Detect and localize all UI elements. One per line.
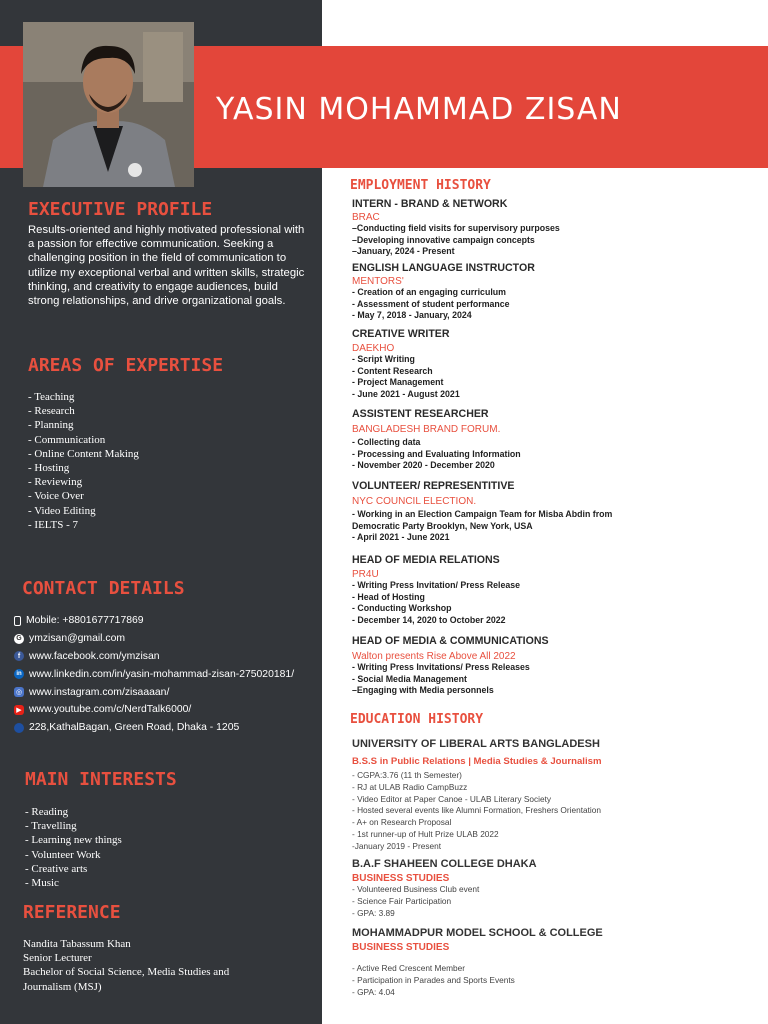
school-degree: BUSINESS STUDIES xyxy=(352,942,450,953)
profile-heading: EXECUTIVE PROFILE xyxy=(28,199,213,220)
job-title: INTERN - BRAND & NETWORK xyxy=(352,198,508,210)
job-detail: - Processing and Evaluating Information xyxy=(352,448,521,459)
job-entry xyxy=(352,198,762,258)
interest-item: - Travelling xyxy=(25,820,77,833)
job-entry xyxy=(352,480,762,544)
job-title: VOLUNTEER/ REPRESENTITIVE xyxy=(352,480,515,492)
email-link[interactable]: ymzisan@gmail.com xyxy=(29,633,126,645)
interest-item: - Learning new things xyxy=(25,834,122,847)
instagram-icon: ◎ xyxy=(15,689,23,697)
contact-linkedin xyxy=(14,665,294,683)
job-entry xyxy=(352,554,762,626)
school-entry xyxy=(352,927,603,998)
expertise-item: - Communication xyxy=(28,433,106,446)
profile-text: Results-oriented and highly motivated professional with a passion for effective communication. Seeking a challenging position in the field of communication to utilize my exceptional verbal and written skills, strategic thinking, and creativity to engage audiences, build strong relationships, and drive organizational goals. xyxy=(28,224,305,308)
expertise-item: - Online Content Making xyxy=(28,447,139,460)
phone-icon xyxy=(14,616,21,626)
job-title: ASSISTENT RESEARCHER xyxy=(352,408,489,420)
reference-block xyxy=(23,937,229,994)
expertise-item: - Research xyxy=(28,405,75,418)
youtube-link[interactable]: www.youtube.com/c/NerdTalk6000/ xyxy=(29,704,192,716)
contact-heading: CONTACT DETAILS xyxy=(22,578,185,599)
contact-list xyxy=(14,612,294,737)
job-details xyxy=(352,509,762,544)
job-entry xyxy=(352,635,762,697)
interests-list xyxy=(25,805,122,890)
contact-youtube xyxy=(14,701,294,719)
job-details xyxy=(352,662,762,697)
education-heading: EDUCATION HISTORY xyxy=(350,712,484,727)
job-detail: - Creation of an engaging curriculum xyxy=(352,287,506,297)
reference-line: Bachelor of Social Science, Media Studies and xyxy=(23,966,230,979)
expertise-item: - Video Editing xyxy=(28,504,96,517)
interests-heading: MAIN INTERESTS xyxy=(25,769,177,790)
job-detail: - Collecting data xyxy=(352,437,421,447)
job-title: CREATIVE WRITER xyxy=(352,328,450,340)
linkedin-link[interactable]: www.linkedin.com/in/yasin-mohammad-zisan-275020181/ xyxy=(29,668,295,680)
job-title: ENGLISH LANGUAGE INSTRUCTOR xyxy=(352,262,535,274)
job-details xyxy=(352,437,762,472)
job-company: BANGLADESH BRAND FORUM. xyxy=(352,424,501,435)
youtube-icon: ▶ xyxy=(14,705,24,715)
facebook-icon: f xyxy=(14,651,24,661)
job-detail: - Working in an Election Campaign Team for Misba Abdin from Democratic Party Brooklyn, New York, USA xyxy=(352,509,613,531)
reference-line: Nandita Tabassum Khan xyxy=(23,938,131,950)
job-title: HEAD OF MEDIA RELATIONS xyxy=(352,554,500,566)
job-details xyxy=(352,354,762,400)
job-entry xyxy=(352,408,762,472)
school-details xyxy=(352,963,603,998)
job-entry xyxy=(352,328,762,400)
expertise-item: - Teaching xyxy=(28,391,75,403)
employment-heading: EMPLOYMENT HISTORY xyxy=(350,178,491,193)
location-icon xyxy=(14,723,24,733)
contact-facebook xyxy=(14,648,294,666)
contact-address: 228,KathalBagan, Green Road, Dhaka - 1205 xyxy=(14,719,294,737)
job-details xyxy=(352,223,762,258)
school-detail: - Participation in Parades and Sports Events xyxy=(352,974,515,985)
interest-item: - Creative arts xyxy=(25,862,88,875)
expertise-heading: AREAS OF EXPERTISE xyxy=(28,355,224,376)
reference-line: Senior Lecturer xyxy=(23,952,92,965)
job-detail: –Conducting field visits for supervisory purposes xyxy=(352,223,560,233)
candidate-name: YASIN MOHAMMAD ZISAN xyxy=(216,92,622,127)
job-company: PR4U xyxy=(352,569,379,580)
school-detail: -January 2019 - Present xyxy=(352,840,442,851)
school-name: MOHAMMADPUR MODEL SCHOOL & COLLEGE xyxy=(352,927,603,939)
expertise-item: - Hosting xyxy=(28,462,70,475)
job-detail: –Engaging with Media personnels xyxy=(352,685,494,696)
school-detail: - Hosted several events like Alumni Formation, Freshers Orientation xyxy=(352,805,602,816)
facebook-link[interactable]: www.facebook.com/ymzisan xyxy=(29,650,160,662)
job-detail: - April 2021 - June 2021 xyxy=(352,532,450,543)
job-detail: - Head of Hosting xyxy=(352,591,425,602)
job-detail: - June 2021 - August 2021 xyxy=(352,388,460,399)
job-detail: - Social Media Management xyxy=(352,673,467,684)
reference-line: Journalism (MSJ) xyxy=(23,980,102,993)
job-company: DAEKHO xyxy=(352,343,395,354)
job-detail: - May 7, 2018 - January, 2024 xyxy=(352,310,472,321)
school-detail: - A+ on Research Proposal xyxy=(352,817,452,828)
google-icon: G xyxy=(14,634,24,644)
school-details xyxy=(352,884,537,919)
expertise-item: - Reviewing xyxy=(28,476,83,489)
expertise-item: - Planning xyxy=(28,419,74,432)
job-title: HEAD OF MEDIA & COMMUNICATIONS xyxy=(352,635,549,647)
school-detail: - 1st runner-up of Hult Prize ULAB 2022 xyxy=(352,828,499,839)
school-degree: BUSINESS STUDIES xyxy=(352,873,450,884)
school-detail: - Video Editor at Paper Canoe - ULAB Literary Society xyxy=(352,793,552,804)
job-detail: - November 2020 - December 2020 xyxy=(352,460,495,471)
job-detail: - December 14, 2020 to October 2022 xyxy=(352,614,506,625)
job-company: BRAC xyxy=(352,212,380,223)
school-detail: - RJ at ULAB Radio CampBuzz xyxy=(352,781,468,792)
school-name: UNIVERSITY OF LIBERAL ARTS BANGLADESH xyxy=(352,738,600,750)
school-detail: - Active Red Crescent Member xyxy=(352,963,465,973)
expertise-item: - IELTS - 7 xyxy=(28,518,79,531)
school-name: B.A.F SHAHEEN COLLEGE DHAKA xyxy=(352,858,537,870)
job-entry xyxy=(352,262,762,322)
job-details xyxy=(352,287,762,322)
school-details xyxy=(352,770,602,853)
job-detail: - Conducting Workshop xyxy=(352,603,452,614)
school-degree: B.S.S in Public Relations | Media Studies & Journalism xyxy=(352,756,602,767)
job-detail: - Script Writing xyxy=(352,354,415,364)
job-company: NYC COUNCIL ELECTION. xyxy=(352,496,477,507)
job-detail: –January, 2024 - Present xyxy=(352,246,455,257)
job-detail: - Writing Press Invitations/ Press Releases xyxy=(352,662,530,672)
job-details xyxy=(352,580,762,626)
instagram-link[interactable]: www.instagram.com/zisaaaan/ xyxy=(29,686,170,698)
expertise-item: - Voice Over xyxy=(28,490,84,503)
job-detail: –Developing innovative campaign concepts xyxy=(352,234,535,245)
school-detail: - CGPA:3.76 (11 th Semester) xyxy=(352,770,462,780)
contact-email xyxy=(14,630,294,648)
school-detail: - GPA: 3.89 xyxy=(352,907,395,918)
job-detail: - Project Management xyxy=(352,377,444,388)
job-detail: - Writing Press Invitation/ Press Release xyxy=(352,580,521,590)
job-company: MENTORS' xyxy=(352,276,404,287)
profile-photo xyxy=(23,22,194,187)
school-detail: - Science Fair Participation xyxy=(352,895,452,906)
school-entry xyxy=(352,858,537,919)
linkedin-icon: in xyxy=(14,669,24,679)
interest-item: - Reading xyxy=(25,806,69,818)
interest-item: - Music xyxy=(25,877,59,890)
interest-item: - Volunteer Work xyxy=(25,848,101,861)
contact-instagram xyxy=(14,683,294,701)
job-detail: - Assessment of student performance xyxy=(352,298,510,309)
reference-heading: REFERENCE xyxy=(23,902,121,923)
expertise-list xyxy=(28,390,139,532)
school-entry xyxy=(352,738,602,853)
job-company: Walton presents Rise Above All 2022 xyxy=(352,651,516,662)
school-detail: - Volunteered Business Club event xyxy=(352,884,480,894)
school-detail: - GPA: 4.04 xyxy=(352,986,395,997)
contact-phone: Mobile: +8801677717869 xyxy=(14,612,294,630)
job-detail: - Content Research xyxy=(352,365,433,376)
